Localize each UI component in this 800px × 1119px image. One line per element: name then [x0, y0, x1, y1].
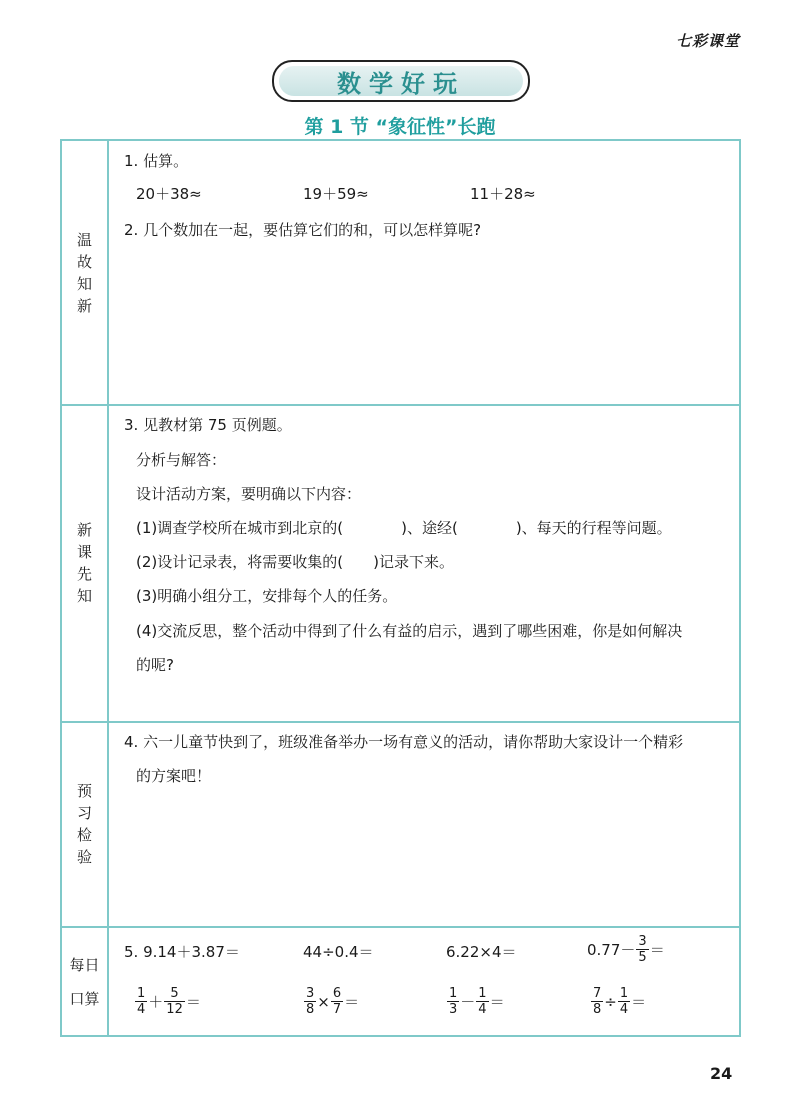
row-divider	[62, 926, 739, 928]
plan-item-1: (1)调查学校所在城市到北京的( )、途经( )、每天的行程等问题。	[136, 519, 672, 537]
mental-calc: $\frac{3}{8}$ × $\frac{6}{7}$ ＝	[306, 986, 360, 1017]
section-label-xinke: 新 课 先 知	[76, 520, 92, 605]
plan-intro: 设计活动方案，要明确以下内容：	[136, 485, 362, 503]
estimate-expr: 20＋38≈	[136, 185, 202, 203]
estimate-expr: 11＋28≈	[470, 185, 536, 203]
plan-item-2: (2)设计记录表，将需要收集的( )记录下来。	[136, 553, 454, 571]
question-1-title: 1. 估算。	[124, 152, 189, 170]
worksheet-table	[60, 139, 741, 1037]
fraction: $\frac{5}{12}$	[166, 986, 183, 1017]
plan-item-3: (3)明确小组分工，安排每个人的任务。	[136, 587, 398, 605]
plan-item-4-cont: 的呢?	[136, 656, 174, 674]
row-divider	[62, 404, 739, 406]
page-number: 24	[710, 1064, 733, 1083]
fraction: $\frac{1}{4}$	[478, 986, 487, 1017]
plan-item-4: (4)交流反思，整个活动中得到了什么有益的启示，遇到了哪些困难，你是如何解决	[136, 622, 683, 640]
mental-calc: 5. 9.14＋3.87＝	[124, 943, 240, 961]
fraction: $\frac{1}{4}$	[619, 986, 629, 1017]
section-label-meiri: 每日 口算	[69, 955, 100, 1008]
question-2: 2. 几个数加在一起，要估算它们的和，可以怎样算呢?	[124, 221, 482, 239]
fraction: $\frac{3}{5}$	[638, 934, 647, 965]
mental-calc: 0.77－ $\frac{3}{5}$ ＝	[587, 934, 665, 965]
estimate-expr: 19＋59≈	[303, 185, 369, 203]
fraction: $\frac{6}{7}$	[332, 986, 342, 1017]
question-3-title: 3. 见教材第 75 页例题。	[124, 416, 292, 434]
question-4-cont: 的方案吧！	[136, 767, 212, 785]
section-subtitle: 第 1 节 “象征性”长跑	[304, 116, 496, 138]
mental-calc: 44÷0.4＝	[303, 943, 374, 961]
fraction: $\frac{1}{4}$	[137, 986, 146, 1017]
column-divider	[107, 141, 109, 1035]
brand-logo: 七彩课堂	[676, 32, 741, 50]
mental-calc: $\frac{1}{4}$ ＋ $\frac{5}{12}$ ＝	[137, 986, 201, 1017]
chapter-title-banner	[272, 60, 530, 102]
row-divider	[62, 721, 739, 723]
fraction: $\frac{3}{8}$	[306, 986, 315, 1017]
mental-calc: $\frac{7}{8}$ ÷ $\frac{1}{4}$ ＝	[593, 986, 647, 1017]
mental-calc: $\frac{1}{3}$ － $\frac{1}{4}$ ＝	[449, 986, 505, 1017]
question-4: 4. 六一儿童节快到了，班级准备举办一场有意义的活动，请你帮助大家设计一个精彩	[124, 733, 684, 751]
analysis-label: 分析与解答：	[136, 451, 227, 469]
fraction: $\frac{1}{3}$	[449, 986, 458, 1017]
section-label-wengu: 温 故 知 新	[76, 230, 92, 315]
fraction: $\frac{7}{8}$	[593, 986, 602, 1017]
mental-calc: 6.22×4＝	[446, 943, 517, 961]
section-label-yuxi: 预 习 检 验	[76, 781, 92, 866]
chapter-title: 数学好玩	[337, 69, 465, 98]
